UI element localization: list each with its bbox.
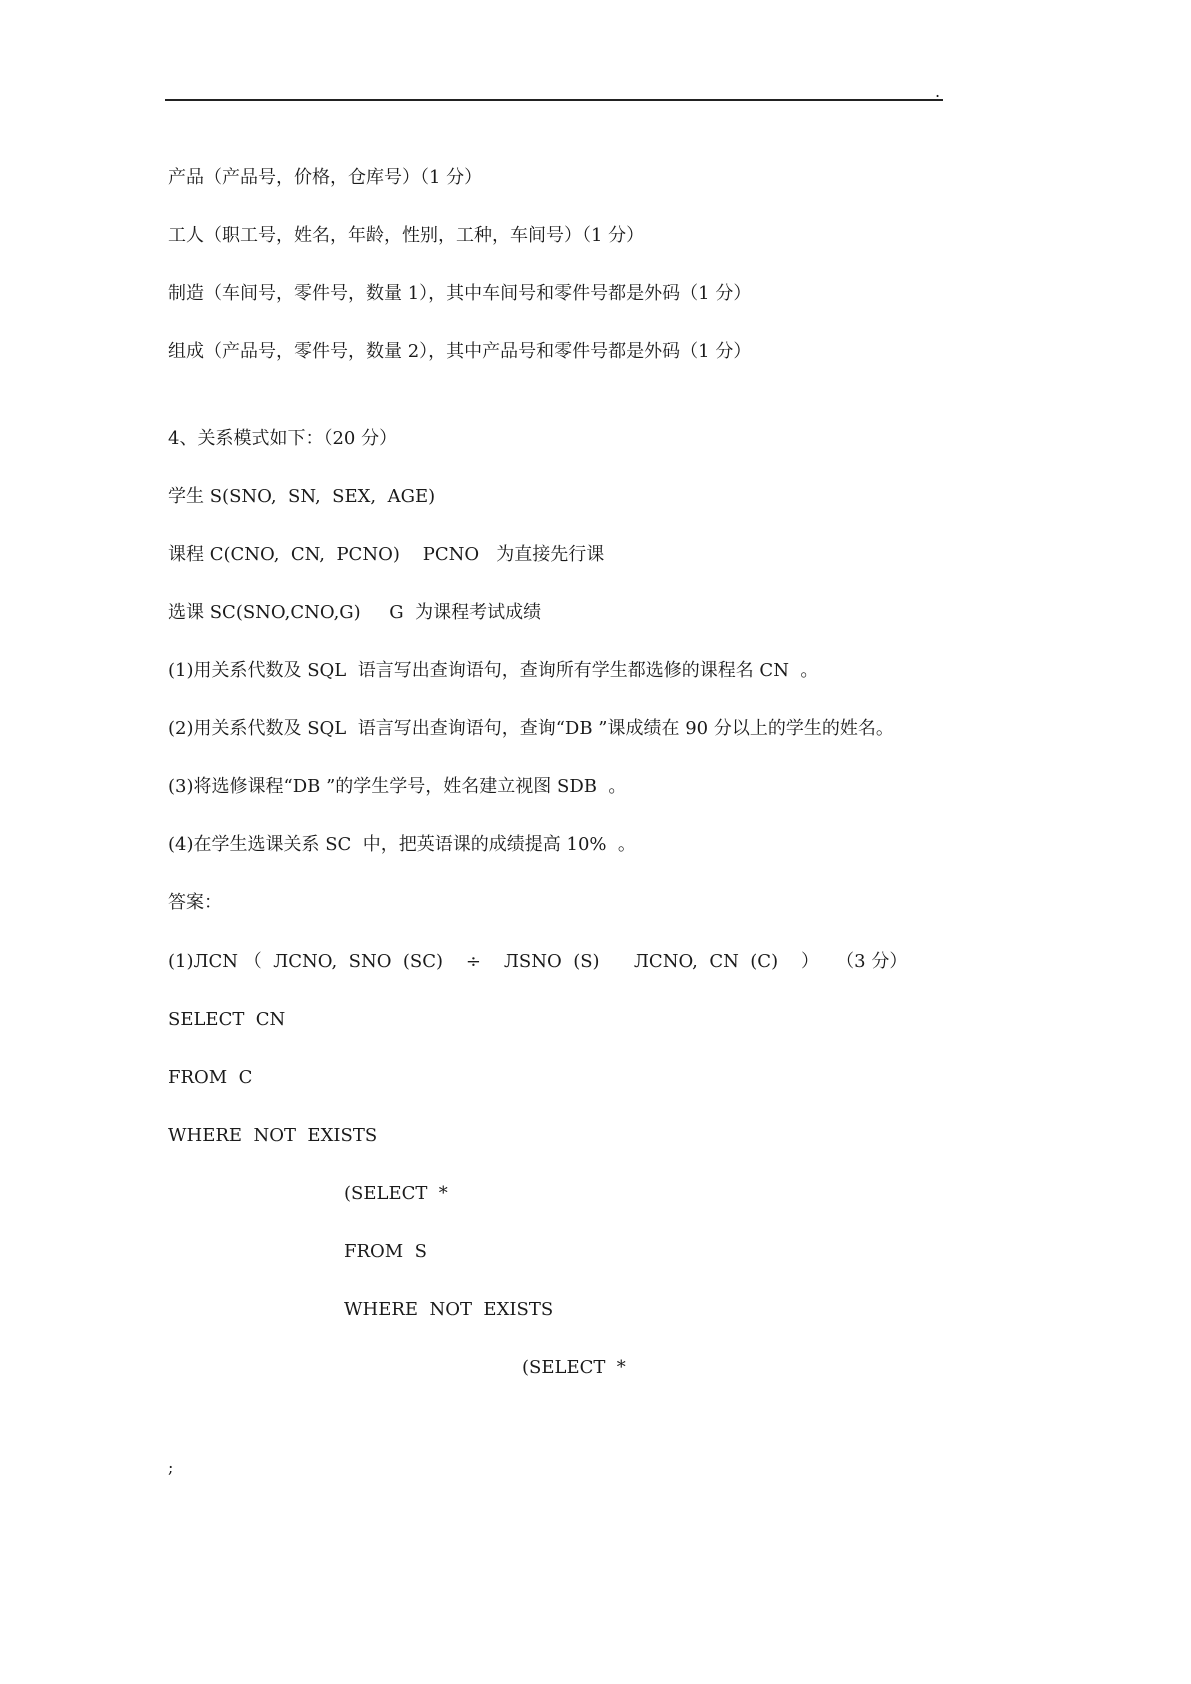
question-3: (3)将选修课程“DB ”的学生学号，姓名建立视图 SDB 。 [168, 776, 627, 797]
relation-product: 产品（产品号，价格，仓库号）（1 分） [168, 167, 483, 188]
schema-enrollment: 选课 SC(SNO,CNO,G) G 为课程考试成绩 [168, 602, 542, 623]
header-mark: . [935, 82, 941, 101]
question-2: (2)用关系代数及 SQL 语言写出查询语句，查询“DB ”课成绩在 90 分以上的学生的姓名。 [168, 718, 894, 739]
footer-mark: ; [168, 1458, 174, 1477]
question-4: (4)在学生选课关系 SC 中，把英语课的成绩提高 10% 。 [168, 834, 636, 855]
relation-make: 制造（车间号，零件号，数量 1），其中车间号和零件号都是外码（1 分） [168, 283, 752, 304]
sql-line: (SELECT * [522, 1357, 626, 1378]
header-rule [165, 99, 943, 101]
sql-line: (SELECT * [344, 1183, 448, 1204]
question-1: (1)用关系代数及 SQL 语言写出查询语句，查询所有学生都选修的课程名 CN 。 [168, 660, 819, 681]
question-title: 4、关系模式如下：（20 分） [168, 428, 398, 449]
sql-line: WHERE NOT EXISTS [344, 1299, 554, 1320]
sql-line: SELECT CN [168, 1009, 286, 1030]
sql-line: WHERE NOT EXISTS [168, 1125, 378, 1146]
relation-compose: 组成（产品号，零件号，数量 2），其中产品号和零件号都是外码（1 分） [168, 341, 752, 362]
schema-course: 课程 C(CNO, CN, PCNO) PCNO 为直接先行课 [168, 544, 605, 565]
schema-student: 学生 S(SNO, SN, SEX, AGE) [168, 486, 436, 507]
relation-worker: 工人（职工号，姓名，年龄，性别，工种，车间号）（1 分） [168, 225, 645, 246]
sql-line: FROM S [344, 1241, 428, 1262]
sql-line: FROM C [168, 1067, 253, 1088]
answer-label: 答案： [168, 892, 222, 913]
answer-algebra: (1)ЛCN （ ЛCNO, SNO (SC) ÷ ЛSNO (S) ЛCNO, CN (C) ） （3 分） [168, 951, 908, 972]
